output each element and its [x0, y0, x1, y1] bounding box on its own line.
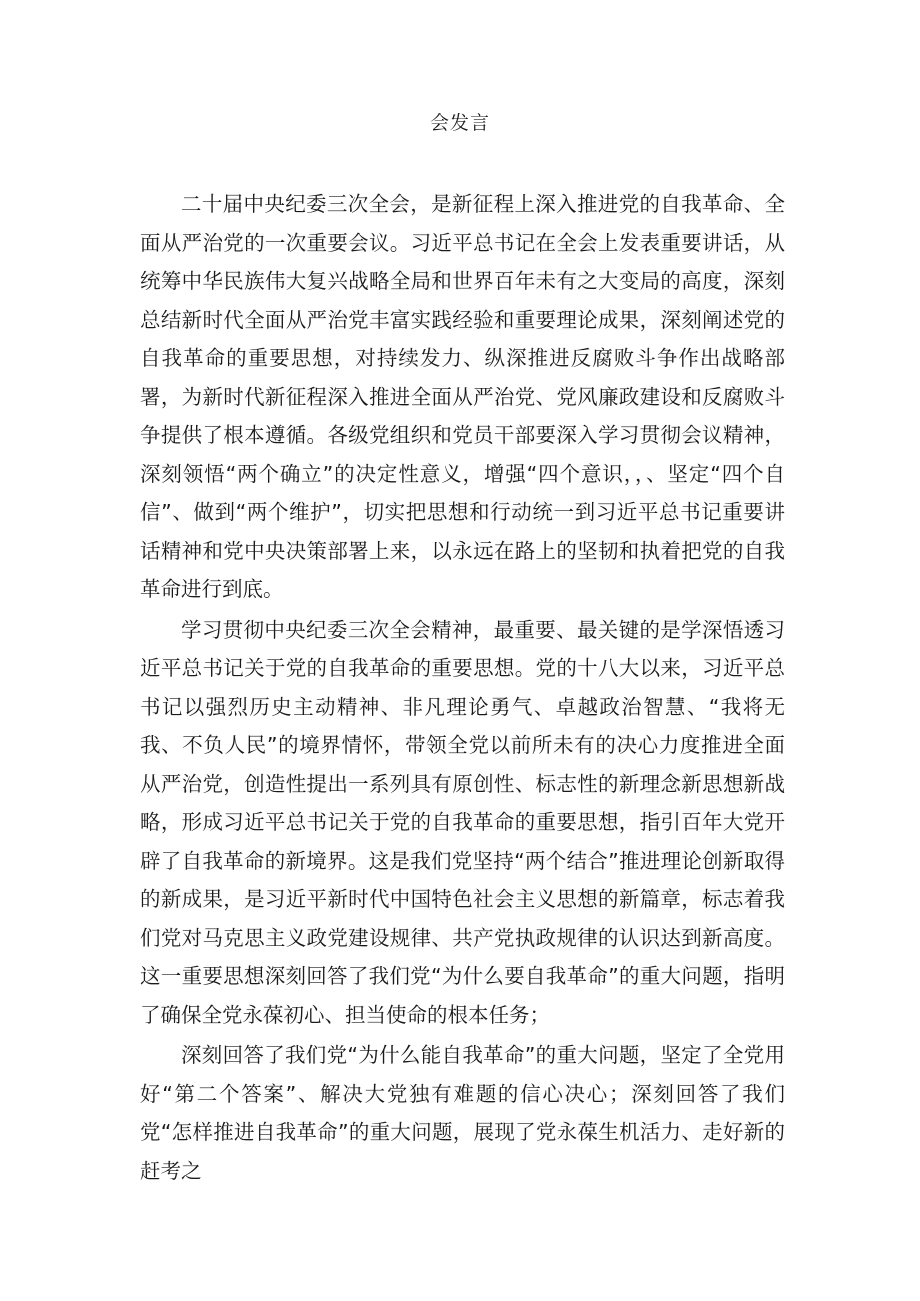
paragraph-3: 深刻回答了我们党“为什么能自我革命”的重大问题，坚定了全党用好“第二个答案”、解决大党独有难题的信心决心；深刻回答了我们党“怎样推进自我革命”的重大问题，展现了党永葆生机活力、走好新的赶考之: [140, 1043, 785, 1183]
document-body: [140, 185, 785, 1192]
paragraph-2: 学习贯彻中央纪委三次全会精神，最重要、最关键的是学深悟透习近平总书记关于党的自我革命的重要思想。党的十八大以来，习近平总书记以强烈历史主动精神、非凡理论勇气、卓越政治智慧、“我将无我、不负人民”的境界情怀，带领全党以前所未有的决心力度推进全面从严治党，创造性提出一系列具有原创性、标志性的新理念新思想新战略，形成习近平总书记关于党的自我革命的重要思想，指引百年大党开辟了自我革命的新境界。这是我们党坚持“两个结合”推进理论创新取得的新成果，是习近平新时代中国特色社会主义思想的新篇章，标志着我们党对马克思主义政党建设规律、共产党执政规律的认识达到新高度。这一重要思想深刻回答了我们党“为什么要自我革命”的重大问题，指明了确保全党永葆初心、担当使命的根本任务；: [140, 617, 785, 1027]
paragraph-1: 二十届中央纪委三次全会，是新征程上深入推进党的自我革命、全面从严治党的一次重要会议。习近平总书记在全会上发表重要讲话，从统筹中华民族伟大复兴战略全局和世界百年未有之大变局的高度，深刻总结新时代全面从严治党丰富实践经验和重要理论成果，深刻阐述党的自我革命的重要思想，对持续发力、纵深推进反腐败斗争作出战略部署，为新时代新征程深入推进全面从严治党、党风廉政建设和反腐败斗争提供了根本遵循。各级党组织和党员干部要深入学习贯彻会议精神，深刻领悟“两个确立”的决定性意义，增强“四个意识，，、坚定“四个自信”、做到“两个维护”，切实把思想和行动统一到习近平总书记重要讲话精神和党中央决策部署上来，以永远在路上的坚韧和执着把党的自我革命进行到底。: [140, 192, 785, 601]
document-title: 会发言: [429, 112, 490, 134]
